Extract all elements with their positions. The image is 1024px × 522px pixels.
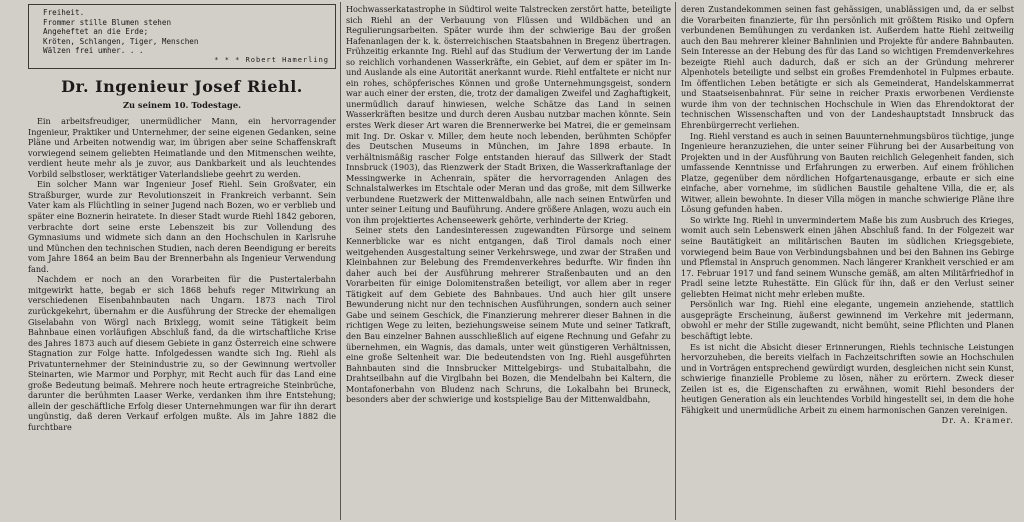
- article-paragraph: Ein solcher Mann war Ingenieur Josef Riehl. Sein Großvater, ein Straßburger, wurde zur Revolutionszeit in Frankreich verbannt. Sein Vater kam als Flüchtling in seiner Jugend nach Bozen, wo er verblieb und später eine Boznerin heiratete. In dieser Stadt wurde Riehl 1842 geboren, verbrachte dort seine erste Lebenszeit bis zur Vollendung des Gymnasiums und widmete sich dann an den Hochschulen in Karlsruhe und München den technischen Studien, nach deren Beendigung er bereits vom Jahre 1864 an beim Bau der Brennerbahn als Ingenieur Verwendung fand.: [28, 179, 336, 274]
- poem-line: Kröten, Schlangen, Tiger, Menschen: [43, 36, 199, 46]
- article-paragraph: Ein arbeitsfreudiger, unermüdlicher Mann, ein hervorragender Ingenieur, Praktiker und Unternehmer, der seine eigenen Gedanken, seine Pläne und Arbeiten notwendig war, im übrigen aber seine Schaffenskraft vorwiegend seinem geliebten Heimatlande und den Mitmenschen weihte, verdient heute mehr als je zuvor, aus Dankbarkeit und als leuchtendes Vorbild selbstloser, werktätiger Vaterlandsliebe geehrt zu werden.: [28, 116, 336, 179]
- article-paragraph: Nachdem er noch an den Vorarbeiten für die Pustertalerbahn mitgewirkt hatte, begab er sich 1868 behufs reger Mitwirkung an verschiedenen Eisenbahnbauten nach Ungarn. 1873 nach Tirol zurückgekehrt, übernahm er die Ausführung der Strecke der ehemaligen Giselabahn von Wörgl nach Brixlegg, womit seine Tätigkeit beim Bahnbaue einen vorläufigen Abschluß fand, da die wirtschaftliche Krise des Jahres 1873 auch auf diesem Gebiete in ganz Österreich eine schwere Stagnation zur Folge hatte. Infolgedessen wandte sich Ing. Riehl als Privatunternehmer der Steinindustrie zu, so der Gewinnung wertvoller Steinarten, wie Marmor und Porphyr, mit Recht auch für das Land eine große Bedeutung beimaß. Mehrere noch heute ertragreiche Steinbrüche, darunter die berühmten Laaser Werke, verdanken ihm ihre Entstehung; allein der geschäftliche Erfolg dieser Unternehmungen war für ihn derart ungünstig, daß deren Verkauf erfolgen mußte. Als im Jahre 1882 die furchtbare: [28, 274, 336, 432]
- poem-stars: * * *: [214, 55, 241, 64]
- article-paragraph: Es ist nicht die Absicht dieser Erinnerungen, Riehls technische Leistungen hervorzuheben, die bereits vielfach in Fachzeitschriften sowie an Hochschulen und in Vorträgen entsprechend gewürdigt wurden, desgleichen nicht sein Kunst, schwierige finanzielle Probleme zu lösen, näher zu erörtern. Zweck dieser Zeilen ist es, die Eigenschaften zu erwähnen, womit Riehl besonders der heutigen Generation als ein leuchtendes Vorbild hingestellt sei, in dem die hohe Fähigkeit und unermüdliche Arbeit zu einem harmonischen Ganzen vereinigen.: [681, 341, 1014, 415]
- poem-author: [35, 56, 329, 66]
- article-paragraph: Ing. Riehl verstand es auch in seinen Bauunternehmungsbüros tüchtige, junge Ingenieure heranzuziehen, die unter seiner Führung bei der Ausarbeitung von Projekten und in der Ausführung von Bauten reichlich Gelegenheit fanden, sich umfassende Kenntnisse und Erfahrungen zu erwerben. Auf einem fröhlichen Platze, gegenüber dem nördlichen Hofgartenausgange, erbaute er sich eine einfache, aber vornehme, im südlichen Baustile gehaltene Villa, die er, als Witwer, allein bewohnte. In dieser Villa mögen in manche schwierige Pläne ihre Lösung gefunden haben.: [681, 130, 1014, 215]
- column-2: [346, 4, 671, 518]
- article-paragraph: Hochwasserkatastrophe in Südtirol weite Talstrecken zerstört hatte, beteiligte sich Riehl an der Verbauung von Flüssen und Wildbächen und an Regulierungsarbeiten. Später wurde ihm der schwierige Bau der großen Hafenanlagen der k. k. österreichischen Staatsbahnen in Bregenz übertragen. Frühzeitig erkannte Ing. Riehl auf das Studium der Verwertung der im Lande so reichlich vorhandenen Wasserkräfte, ein Gebiet, auf dem er später im In- und Auslande als eine Autorität anerkannt wurde. Riehl entfaltete er nicht nur ein rohes, schöpferisches Können und große Unternehmungsgeist, sondern war auch einer der ersten, die, trotz der damaligen Zweifel und Zaghaftigkeit, unermüdlich darauf hinwiesen, welche Schätze das Land in seinen Wasserkräften besitze und durch deren Ausbau nutzbar machen könnte. Sein erstes Werk dieser Art waren die Brennerwerke bei Matrei, die er gemeinsam mit Ing. Dr. Oskar v. Miller, dem heute noch lebenden, berühmten Schöpfer des Deutschen Museums in München, im Jahre 1898 erbaute. In verhältnismäßig rascher Folge entstanden hierauf das Sillwerk der Stadt Innsbruck (1903), das Rienzwerk der Stadt Brixen, die Wasserkraftanlage der Messingwerke in Achenrain, später die hervorragenden Anlagen des Schnalstalwerkes im Etschtale oder Meran und das große, mit dem Sillwerke verbundene Ruetzwerk der Mittenwaldbahn, alle nach seinen Entwürfen und unter seiner Leitung und Bauführung. Andere größere Anlagen, wozu auch ein von ihm projektiertes Achenseewerk gehörte, verhinderte der Krieg.: [346, 4, 671, 225]
- column-3: [681, 4, 1014, 518]
- column-1: [28, 4, 336, 518]
- poem-line: Frommer stille Blumen stehen: [43, 17, 172, 27]
- column-rule: [340, 2, 341, 520]
- poem-box: [28, 4, 336, 69]
- poem-line: Wälzen frei umher. . .: [43, 46, 144, 56]
- article-paragraph: Seiner stets den Landesinteressen zugewandten Fürsorge und seinem Kennerblicke war es nicht entgangen, daß Tirol damals noch einer weitgehenden Ausgestaltung seiner Verkehrswege, und zwar der Straßen und Kleinbahnen zur Belebung des Fremdenverkehres bedurfte. Wir finden ihn daher auch bei der Ausführung mehrerer Straßenbauten und an den Vorarbeiten für einige Dolomitenstraßen beteiligt, vor allem aber in reger Tätigkeit auf dem Gebiete des Bahnbaues. Und auch hier gilt unsere Bewunderung nicht nur den technischen Ausführungen, sondern auch seiner Gabe und seinem Geschick, die Finanzierung mehrerer dieser Bahnen in die richtigen Wege zu leiten, beziehungsweise seinem Mute und seiner Tatkraft, den Bau einzelner Bahnen ausschließlich auf eigene Rechnung und Gefahr zu übernehmen, ein Wagnis, das damals, unter weit günstigeren Verhältnissen, eine große Seltenheit war. Die bedeutendsten von Ing. Riehl ausgeführten Bahnbauten sind die Innsbrucker Mittelgebirgs- und Stubaitalbahn, die Drahtseilbahn auf die Virglbahn bei Bozen, die Mendelbahn bei Kaltern, die Montafonerbahn von Bludenz nach Schruns, die Lokalbahn bei Bruneck, besonders aber der schwierige und kostspielige Bau der Mittenwaldbahn,: [346, 225, 671, 405]
- article-paragraph: Persönlich war Ing. Riehl eine elegante, ungemein anziehende, stattlich ausgeprägte Erscheinung, äußerst gewinnend im Verkehre mit jedermann, obwohl er mehr der Stille zugewandt, nicht bemüht, seine Pflichten und Planen beschäftigt lebte.: [681, 299, 1014, 341]
- article-headline: Dr. Ingenieur Josef Riehl.: [61, 76, 303, 96]
- article-subline: Zu seinem 10. Todestage.: [122, 99, 242, 110]
- article-paragraph: So wirkte Ing. Riehl in unvermindertem Maße bis zum Ausbruch des Krieges, womit auch sein Lebenswerk einen jähen Abschluß fand. In der Folgezeit war seine Bautätigkeit an militärischen Bauten im südlichen Kriegsgebiete, vorwiegend beim Baue von Verbindungsbahnen und bei den Bahnen ins Gebirge und Pflemstal in Anspruch genommen. Nach längerer Krankheit verschied er am 17. Februar 1917 und fand seinem Wunsche gemäß, am alten Militärfriedhof in Pradl seine letzte Ruhestätte. Ein Glück für ihn, daß er den Verlust seiner geliebten Heimat nicht mehr erleben mußte.: [681, 214, 1014, 299]
- column-rule: [675, 2, 676, 520]
- article-signature: Dr. A. Kramer.: [941, 415, 1014, 426]
- poem-line: Angeheftet an die Erde;: [43, 27, 149, 37]
- poem-author-name: Robert Hamerling: [245, 55, 329, 64]
- article-paragraph: deren Zustandekommen seinen fast gehässigen, unablässigen und, da er selbst die Vorarbeiten finanzierte, für ihn persönlich mit größtem Risiko und Opfern verbundenen Bemühungen zu verdanken ist. Außerdem hatte Riehl zeitweilig auch den Bau mehrerer kleiner Bahnlinien und Projekte für andere Bahnbauten. Sein Interesse an der Hebung des für das Land so wichtigen Fremdenverkehres bezeigte Riehl auch dadurch, daß er sich an der Gründung mehrerer Alpenhotels beteiligte und selbst ein großes Fremdenhotel in Fulpmes erbaute. Im öffentlichen Leben betätigte er sich als Gemeinderat, Handelskammerrat und Staatseisenbahnrat. Für seine in reicher Praxis erworbenen Verdienste wurde ihm von der technischen Hochschule in Wien das Ehrendoktorat der technischen Wissenschaften und von der Landeshauptstadt Innsbruck das Ehrenbürgerrecht verliehen.: [681, 4, 1014, 131]
- poem-title: Freiheit.: [43, 8, 85, 17]
